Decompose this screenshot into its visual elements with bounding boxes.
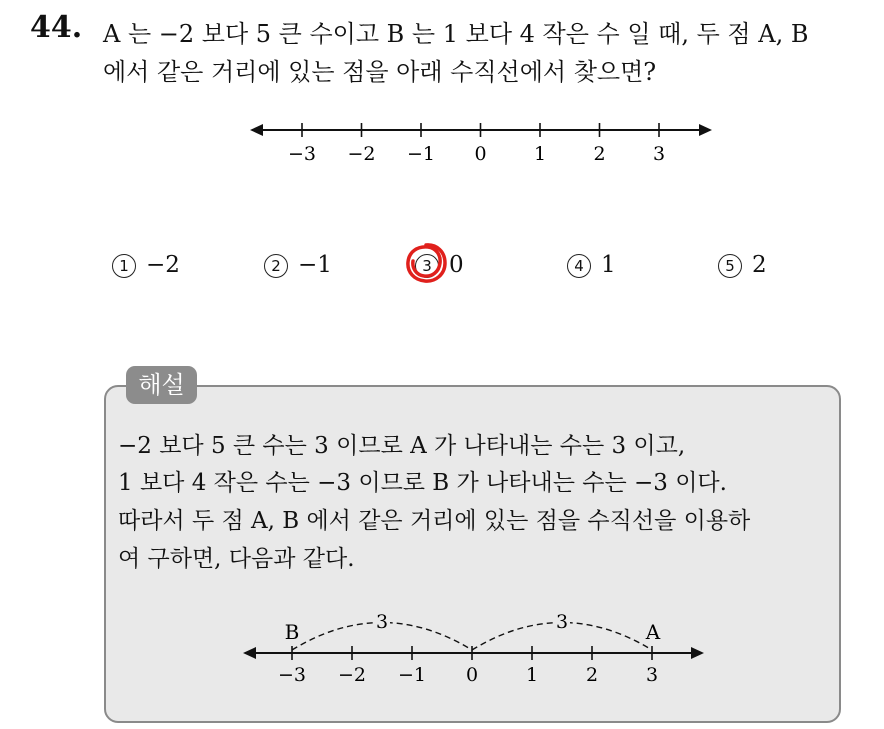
tick-label: 3 <box>652 143 666 165</box>
tick-label: 3 <box>645 664 659 686</box>
tick-label: −2 <box>347 143 376 165</box>
choice-value: −2 <box>146 252 180 278</box>
explanation-tag: 해설 <box>126 366 197 404</box>
choice-value: 1 <box>601 252 616 278</box>
tick-label: −1 <box>397 664 427 686</box>
tick-label: 1 <box>525 664 539 686</box>
choice-value: 2 <box>752 252 767 278</box>
tick-label: −3 <box>287 143 317 165</box>
tick-label: 0 <box>474 143 487 165</box>
question-number: 44. <box>30 10 83 45</box>
point-b-label: B <box>284 620 300 644</box>
question-text-line-1: A 는 −2 보다 5 큰 수이고 B 는 1 보다 4 작은 수 일 때, 두 점 A, B <box>103 20 809 48</box>
choice-value: −1 <box>298 252 332 278</box>
tick-label: 2 <box>585 664 599 686</box>
tick-label: −2 <box>337 664 367 686</box>
choice-mark: 5 <box>718 254 742 278</box>
tick-label: 2 <box>593 143 606 165</box>
explanation-line-4: 여 구하면, 다음과 같다. <box>118 546 355 572</box>
explanation-line-3: 따라서 두 점 A, B 에서 같은 거리에 있는 점을 수직선을 이용하 <box>118 508 751 534</box>
point-a-label: A <box>645 620 661 644</box>
tick-label: −1 <box>406 143 436 165</box>
choice-mark: 2 <box>264 254 288 278</box>
arc-right-label: 3 <box>555 611 569 633</box>
arrow-right-icon <box>691 647 704 659</box>
arrow-left-icon <box>243 647 256 659</box>
explanation-line-1: −2 보다 5 큰 수는 3 이므로 A 가 나타내는 수는 3 이고, <box>118 433 686 459</box>
tick-label: −3 <box>277 664 307 686</box>
explanation-line-2: 1 보다 4 작은 수는 −3 이므로 B 가 나타내는 수는 −3 이다. <box>118 470 727 496</box>
tick-label: 0 <box>465 664 479 686</box>
choice-value: 0 <box>449 252 464 278</box>
choice-mark: 1 <box>112 254 136 278</box>
question-text-line-2: 에서 같은 거리에 있는 점을 아래 수직선에서 찾으면? <box>103 58 657 86</box>
arc-left-label: 3 <box>375 611 389 633</box>
choice-mark: 4 <box>567 254 591 278</box>
choice-mark: 3 <box>415 254 439 278</box>
tick-label: 1 <box>533 143 547 165</box>
